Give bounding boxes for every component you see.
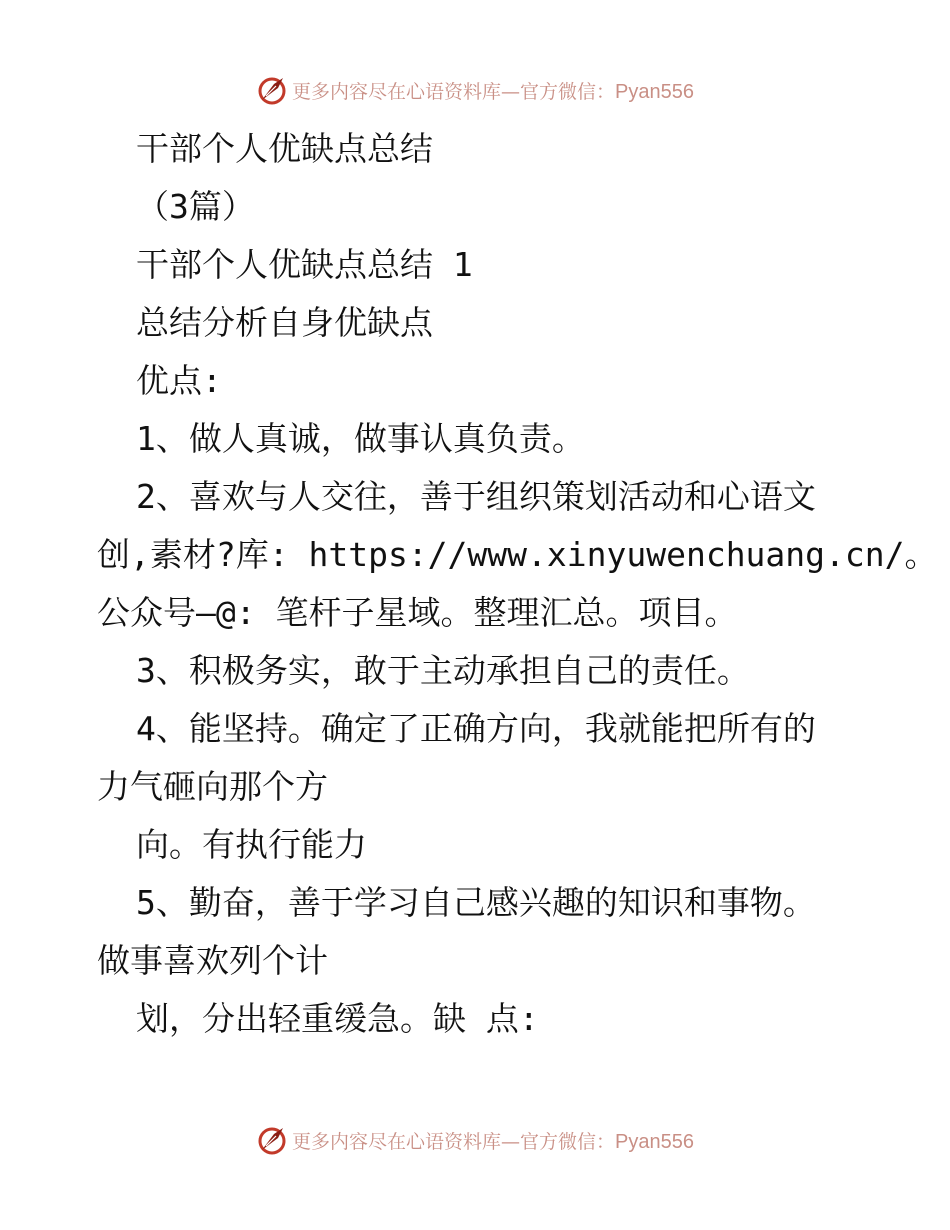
document-body xyxy=(97,120,938,1048)
doc-line: 力气砸向那个方 xyxy=(97,767,328,806)
quill-logo-icon xyxy=(256,74,288,106)
doc-line: 4、能坚持。确定了正确方向，我就能把所有的 xyxy=(136,709,816,748)
doc-line: 划，分出轻重缓急。缺 点: xyxy=(136,999,539,1038)
doc-line: 优点: xyxy=(136,361,222,400)
header-wechat-id: Pyan556 xyxy=(615,80,694,103)
doc-line: 总结分析自身优缺点 xyxy=(136,303,433,342)
footer-banner-label: 更多内容尽在心语资料库—官方微信： xyxy=(292,1130,616,1153)
footer-banner xyxy=(0,1118,950,1162)
header-banner-label: 更多内容尽在心语资料库—官方微信： xyxy=(292,80,616,103)
doc-line: 干部个人优缺点总结 xyxy=(136,129,433,168)
doc-line: 向。有执行能力 xyxy=(136,825,367,864)
doc-line: 做事喜欢列个计 xyxy=(97,941,328,980)
header-banner xyxy=(0,68,950,112)
doc-line: 2、喜欢与人交往，善于组织策划活动和心语文 xyxy=(136,477,816,516)
doc-line: 1、做人真诚，做事认真负责。 xyxy=(136,419,585,458)
doc-line: 干部个人优缺点总结 1 xyxy=(136,245,473,284)
doc-line: 创,素材?库: https://www.xinyuwenchuang.cn/。 xyxy=(97,535,938,574)
quill-logo-icon xyxy=(256,1124,288,1156)
doc-line: 3、积极务实，敢于主动承担自己的责任。 xyxy=(136,651,750,690)
doc-line: 5、勤奋，善于学习自己感兴趣的知识和事物。 xyxy=(136,883,816,922)
doc-line: 公众号—@: 笔杆子星域。整理汇总。项目。 xyxy=(97,593,738,632)
footer-wechat-id: Pyan556 xyxy=(615,1130,694,1153)
doc-line: （3篇） xyxy=(136,187,255,226)
